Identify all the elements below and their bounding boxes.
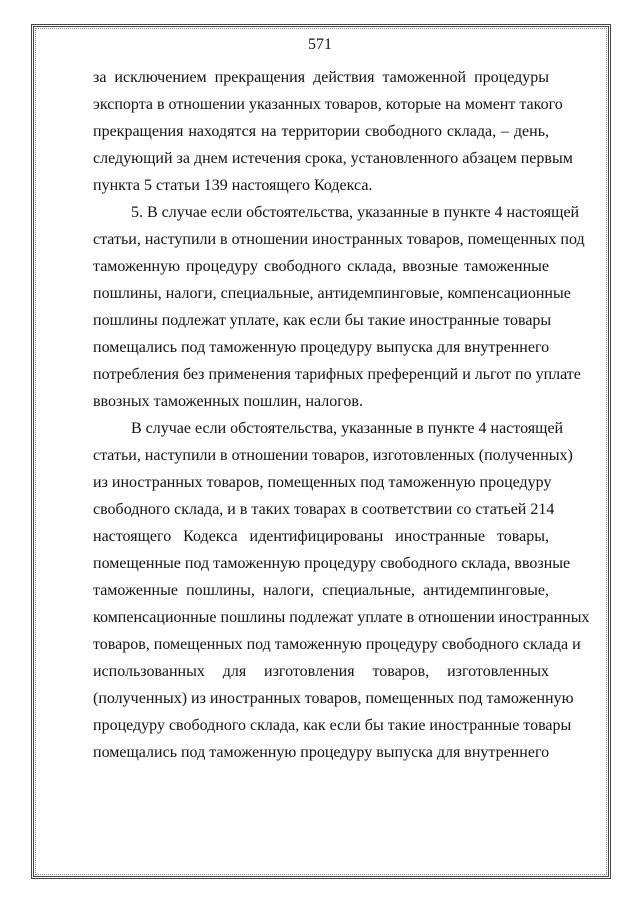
text-line: статьи, наступили в отношении иностранных товаров, помещенных под bbox=[93, 231, 585, 248]
text-line: следующий за днем истечения срока, установленного абзацем первым bbox=[93, 150, 573, 167]
text-line: из иностранных товаров, помещенных под таможенную процедуру bbox=[93, 474, 552, 491]
text-line: (полученных) из иностранных товаров, помещенных под таможенную bbox=[93, 690, 574, 707]
page-number: 571 bbox=[308, 36, 332, 53]
text-line: товаров, помещенных под таможенную процедуру свободного склада и bbox=[93, 636, 581, 653]
text-line: помещались под таможенную процедуру выпуска для внутреннего bbox=[93, 744, 550, 761]
text-line: использованных для изготовления товаров, изготовленных bbox=[93, 663, 549, 680]
text-line: пункта 5 статьи 139 настоящего Кодекса. bbox=[93, 177, 373, 194]
text-line: компенсационные пошлины подлежат уплате в отношении иностранных bbox=[93, 609, 590, 626]
text-line: статьи, наступили в отношении товаров, изготовленных (полученных) bbox=[93, 447, 573, 464]
text-line: помещенные под таможенную процедуру свободного склада, ввозные bbox=[93, 555, 571, 572]
text-line: ввозных таможенных пошлин, налогов. bbox=[93, 393, 363, 410]
text-line: 5. В случае если обстоятельства, указанные в пункте 4 настоящей bbox=[131, 204, 580, 221]
text-line: пошлины, налоги, специальные, антидемпинговые, компенсационные bbox=[93, 285, 571, 302]
text-line: прекращения находятся на территории свободного склада, – день, bbox=[93, 123, 549, 140]
text-line: таможенные пошлины, налоги, специальные, антидемпинговые, bbox=[93, 582, 549, 599]
text-line: за исключением прекращения действия таможенной процедуры bbox=[93, 69, 549, 86]
text-line: свободного склада, и в таких товарах в соответствии со статьей 214 bbox=[93, 501, 555, 518]
text-line: экспорта в отношении указанных товаров, которые на момент такого bbox=[93, 96, 563, 113]
text-line: таможенную процедуру свободного склада, ввозные таможенные bbox=[93, 258, 549, 275]
text-line: потребления без применения тарифных преференций и льгот по уплате bbox=[93, 366, 581, 383]
text-line: помещались под таможенную процедуру выпуска для внутреннего bbox=[93, 339, 550, 356]
text-line: настоящего Кодекса идентифицированы иностранные товары, bbox=[93, 528, 549, 545]
text-line: процедуру свободного склада, как если бы такие иностранные товары bbox=[93, 717, 572, 734]
text-line: пошлины подлежат уплате, как если бы такие иностранные товары bbox=[93, 312, 552, 329]
document-body-text bbox=[93, 64, 590, 766]
text-line: В случае если обстоятельства, указанные в пункте 4 настоящей bbox=[131, 420, 564, 437]
